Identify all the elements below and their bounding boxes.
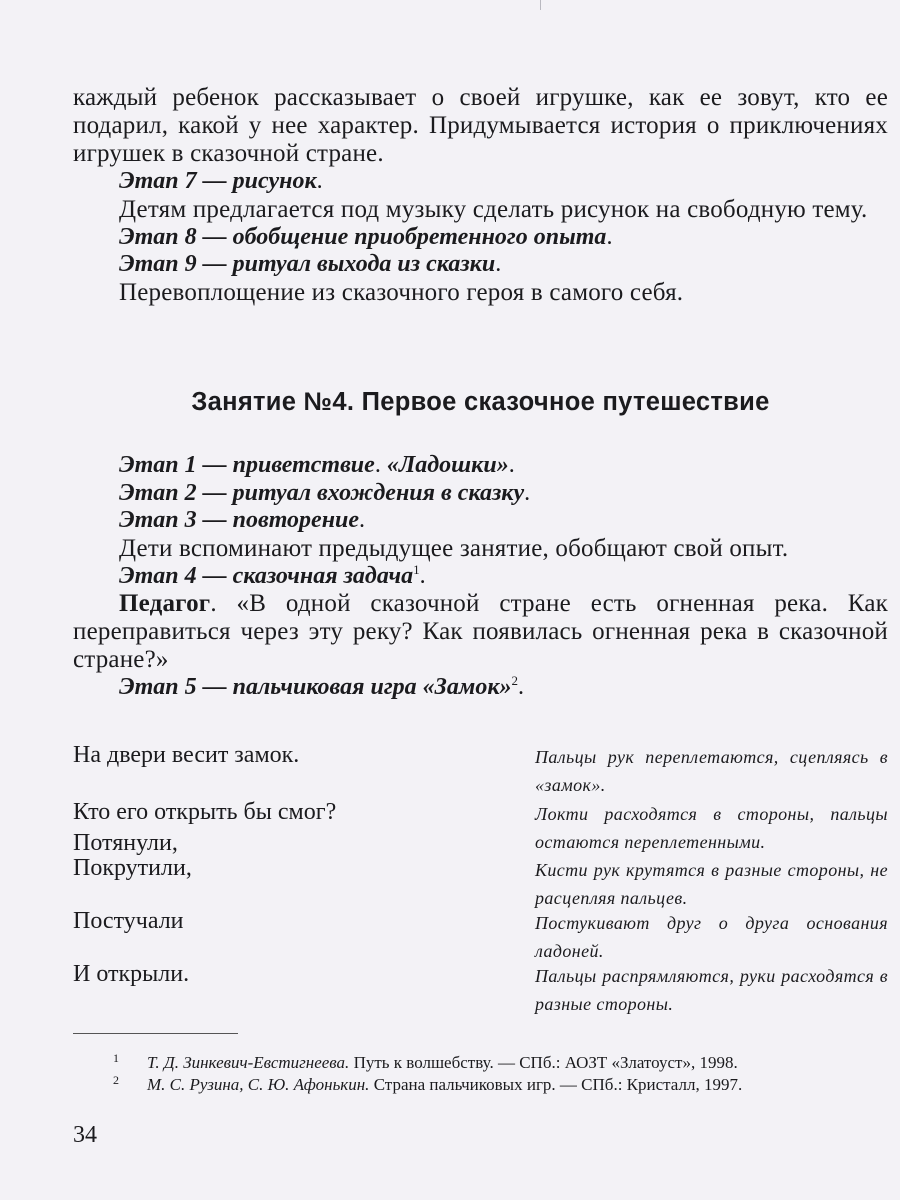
- verse-action: Постукивают друг о друга основания ладоней.: [535, 913, 888, 961]
- verse-lines: Покрутили,: [73, 855, 192, 881]
- paragraph-drawing: Детям предлагается под музыку сделать рисунок на свободную тему.: [119, 195, 868, 223]
- top-margin-mark: [540, 0, 541, 10]
- lesson-block: [73, 452, 888, 702]
- footnote-1: 1 Т. Д. Зинкевич-Евстигнеева. Путь к волшебству. — СПб.: АОЗТ «Златоуст», 1998.: [113, 1051, 738, 1072]
- stage-9: Этап 9 — ритуал выхода из сказки.: [119, 251, 502, 277]
- intro-block: [73, 84, 888, 307]
- stage-5: Этап 5 — пальчиковая игра «Замок»$^2$.: [119, 673, 524, 700]
- paragraph-recall: Дети вспоминают предыдущее занятие, обобщают свой опыт.: [119, 534, 789, 562]
- paragraph-transformation: Перевоплощение из сказочного героя в самого себя.: [119, 278, 684, 306]
- footnote-ref-2: 2: [511, 673, 518, 688]
- verse-lines: На двери весит замок.: [73, 742, 300, 768]
- verse-lines: Кто его открыть бы смог? Потянули,: [73, 799, 337, 856]
- teacher-label: Педагог: [119, 590, 211, 617]
- footnote-divider: [73, 1033, 238, 1034]
- stage-8: Этап 8 — обобщение приобретенного опыта.: [119, 223, 613, 250]
- stage-3: Этап 3 — повторение.: [119, 507, 366, 533]
- paragraph-toys-story: каждый ребенок рассказывает о своей игрушке, как ее зовут, кто ее подарил, какой у нее характер. Придумывается история о приключениях игрушек в сказочной стране.: [73, 84, 888, 167]
- footnote-ref-1: 1: [413, 561, 420, 577]
- verse-action: Локти расходятся в стороны, пальцы остаются переплетенными.: [535, 804, 888, 852]
- verse-lines: Постучали: [73, 908, 184, 934]
- stage-7: Этап 7 — рисунок.: [119, 168, 323, 194]
- section-heading: Занятие №4. Первое сказочное путешествие: [191, 388, 770, 416]
- stage-1: Этап 1 — приветствие. «Ладошки».: [119, 452, 515, 478]
- verse-action: Пальцы рук переплетаются, сцепляясь в «замок».: [535, 747, 888, 795]
- verse-lines: И открыли.: [73, 961, 190, 987]
- footnote-2: 2 М. С. Рузина, С. Ю. Афонькин. Страна пальчиковых игр. — СПб.: Кристалл, 1997.: [113, 1073, 743, 1094]
- stage-2: Этап 2 — ритуал вхождения в сказку.: [119, 479, 531, 506]
- teacher-paragraph: Педагог. «В одной сказочной стране есть огненная река. Как переправиться через эту реку? Как появилась огненная река в сказочной стране?»: [73, 590, 888, 673]
- stage-4: Этап 4 — сказочная задача$^1$.: [119, 561, 426, 589]
- page-number: 34: [73, 1122, 97, 1148]
- verse-action: Пальцы распрямляются, руки расходятся в разные стороны.: [535, 966, 888, 1014]
- verse-action: Кисти рук крутятся в разные стороны, не расцепляя пальцев.: [535, 860, 888, 908]
